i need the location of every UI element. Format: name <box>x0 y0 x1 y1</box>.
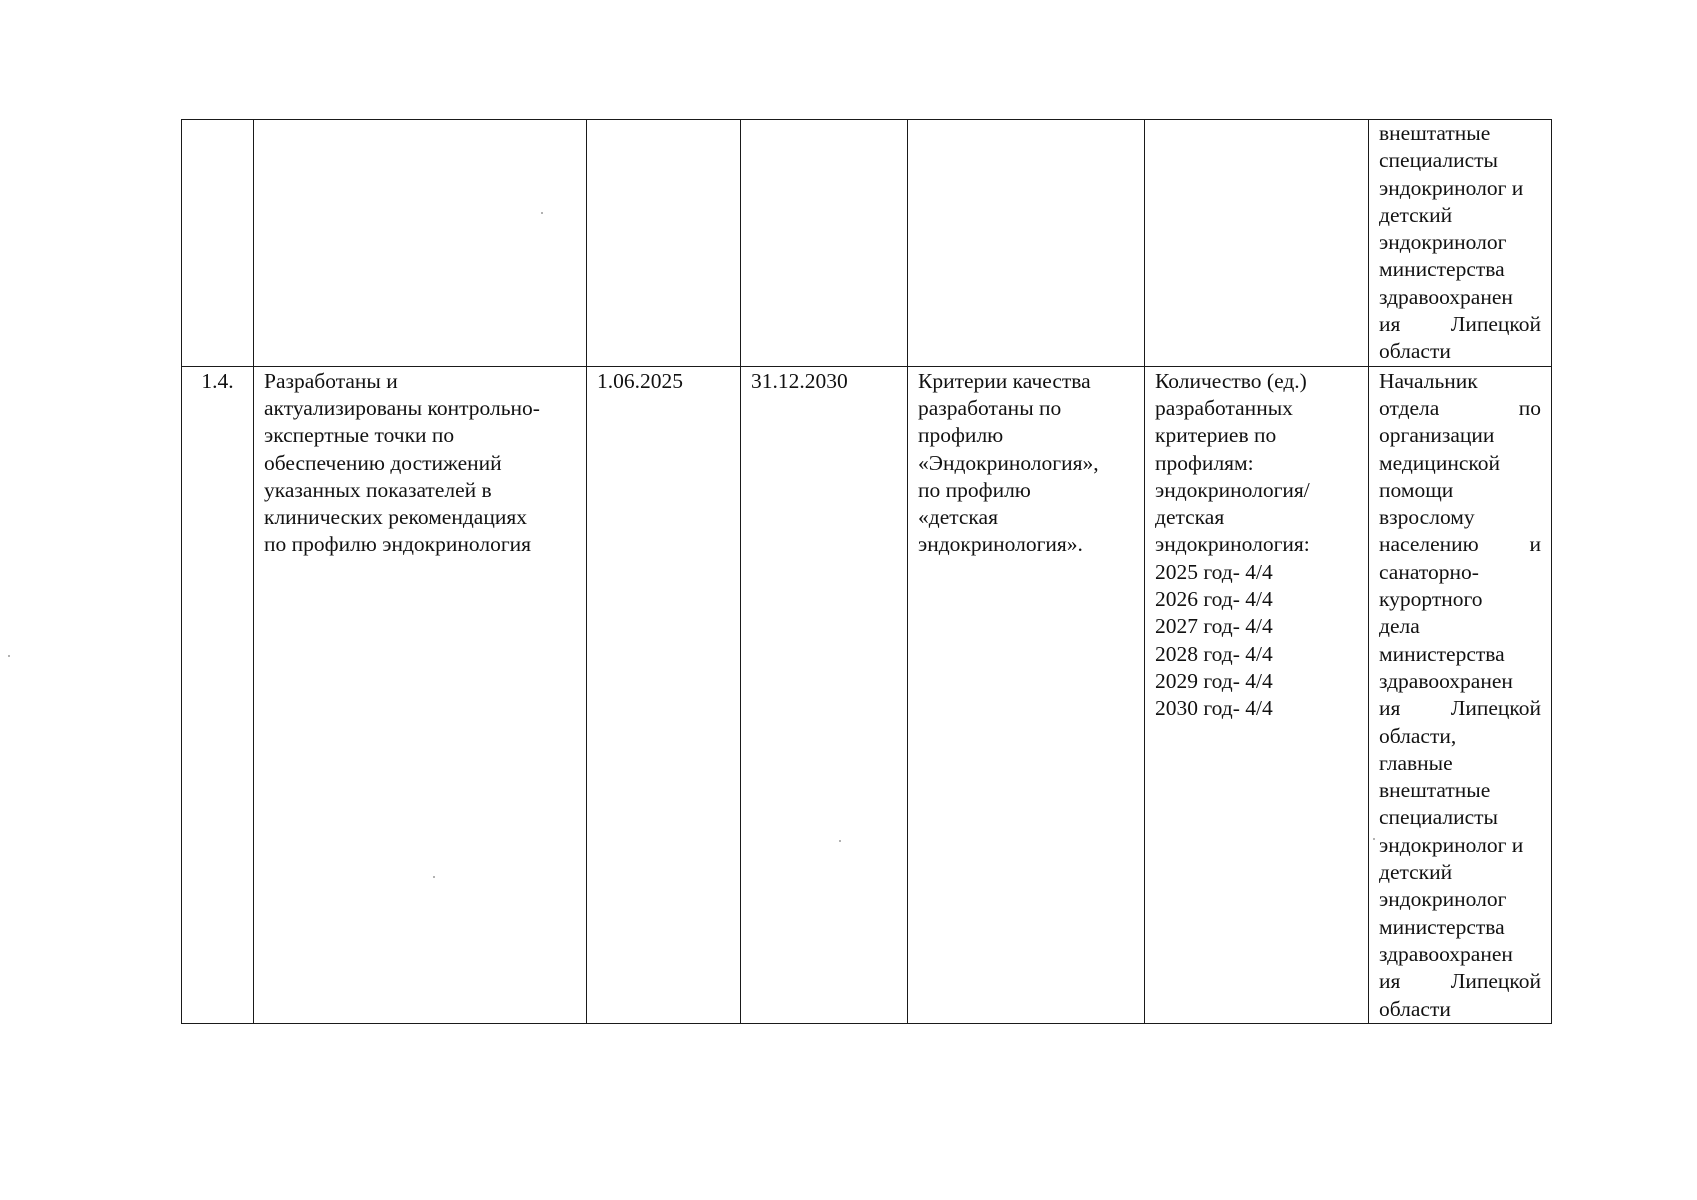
row-number: 1.4. <box>201 368 234 393</box>
cell-responsible <box>1369 120 1552 367</box>
responsible-line: области <box>1379 339 1451 364</box>
responsible-line: Начальник <box>1379 368 1478 393</box>
event-line: актуализированы контрольно- <box>264 395 540 420</box>
cell-event <box>254 120 587 367</box>
action-plan-table <box>181 119 1552 1024</box>
indicator-line: эндокринология/ <box>1155 477 1310 502</box>
cell-end-date <box>741 120 908 367</box>
responsible-line: министерства <box>1379 641 1505 666</box>
cell-result <box>908 120 1145 367</box>
responsible-line: эндокринолог и <box>1379 832 1524 857</box>
event-line: Разработаны и <box>264 368 398 393</box>
responsible-line: министерства <box>1379 914 1505 939</box>
event-line: по профилю эндокринология <box>264 532 532 557</box>
scan-speck <box>1373 838 1375 840</box>
indicator-year-value: 2027 год- 4/4 <box>1155 614 1273 639</box>
result-line: по профилю <box>918 477 1031 502</box>
end-date: 31.12.2030 <box>751 368 848 393</box>
result-line: профилю <box>918 423 1004 448</box>
table-row-1-4 <box>182 366 1552 1023</box>
responsible-line: области, <box>1379 723 1457 748</box>
responsible-line: взрослому <box>1379 505 1475 530</box>
indicator-line: критериев по <box>1155 423 1277 448</box>
cell-indicator <box>1145 120 1369 367</box>
cell-start-date <box>587 366 741 1023</box>
start-date: 1.06.2025 <box>597 368 683 393</box>
responsible-line: детский <box>1379 860 1453 885</box>
indicator-year-value: 2026 год- 4/4 <box>1155 587 1273 612</box>
responsible-line: эндокринолог и <box>1379 175 1524 200</box>
responsible-line: детский <box>1379 202 1453 227</box>
responsible-line: здравоохранен <box>1379 668 1513 693</box>
result-line: Критерии качества <box>918 368 1091 393</box>
responsible-line: эндокринолог <box>1379 887 1507 912</box>
responsible-line: санаторно- <box>1379 559 1479 584</box>
cell-number <box>182 120 254 367</box>
cell-responsible <box>1369 366 1552 1023</box>
indicator-line: эндокринология: <box>1155 532 1310 557</box>
indicator-year-value: 2028 год- 4/4 <box>1155 641 1273 666</box>
responsible-line: внештатные <box>1379 778 1491 803</box>
indicator-year-value: 2025 год- 4/4 <box>1155 559 1273 584</box>
cell-start-date <box>587 120 741 367</box>
event-line: клинических рекомендациях <box>264 505 527 530</box>
responsible-line: главные <box>1379 750 1453 775</box>
scan-speck <box>839 840 841 842</box>
indicator-line: профилям: <box>1155 450 1254 475</box>
scan-speck <box>8 655 10 657</box>
result-line: «Эндокринология», <box>918 450 1099 475</box>
responsible-line: отдела по <box>1379 395 1541 420</box>
indicator-line: Количество (ед.) <box>1155 368 1307 393</box>
responsible-line: здравоохранен <box>1379 284 1513 309</box>
responsible-line: медицинской <box>1379 450 1500 475</box>
responsible-line: специалисты <box>1379 805 1498 830</box>
responsible-line: дела <box>1379 614 1420 639</box>
indicator-year-value: 2029 год- 4/4 <box>1155 668 1273 693</box>
responsible-line: курортного <box>1379 587 1483 612</box>
responsible-line: помощи <box>1379 477 1454 502</box>
result-line: эндокринология». <box>918 532 1083 557</box>
responsible-line: области <box>1379 996 1451 1021</box>
event-line: обеспечению достижений <box>264 450 502 475</box>
event-line: указанных показателей в <box>264 477 492 502</box>
cell-number <box>182 366 254 1023</box>
cell-indicator <box>1145 366 1369 1023</box>
event-line: экспертные точки по <box>264 423 455 448</box>
cell-event <box>254 366 587 1023</box>
responsible-line: населению и <box>1379 532 1541 557</box>
responsible-line: здравоохранен <box>1379 941 1513 966</box>
table-row-continuation <box>182 120 1552 367</box>
responsible-line: министерства <box>1379 257 1505 282</box>
indicator-line: детская <box>1155 505 1225 530</box>
indicator-year-value: 2030 год- 4/4 <box>1155 696 1273 721</box>
responsible-line: ия Липецкой <box>1379 969 1541 994</box>
indicator-line: разработанных <box>1155 395 1293 420</box>
responsible-line: организации <box>1379 423 1495 448</box>
responsible-line: ия Липецкой <box>1379 312 1541 337</box>
scan-speck <box>541 212 543 214</box>
result-line: «детская <box>918 505 998 530</box>
result-line: разработаны по <box>918 395 1062 420</box>
responsible-line: специалисты <box>1379 148 1498 173</box>
responsible-line: внештатные <box>1379 121 1491 145</box>
responsible-line: ия Липецкой <box>1379 696 1541 721</box>
scan-speck <box>433 876 435 878</box>
cell-result <box>908 366 1145 1023</box>
cell-end-date <box>741 366 908 1023</box>
responsible-line: эндокринолог <box>1379 230 1507 255</box>
